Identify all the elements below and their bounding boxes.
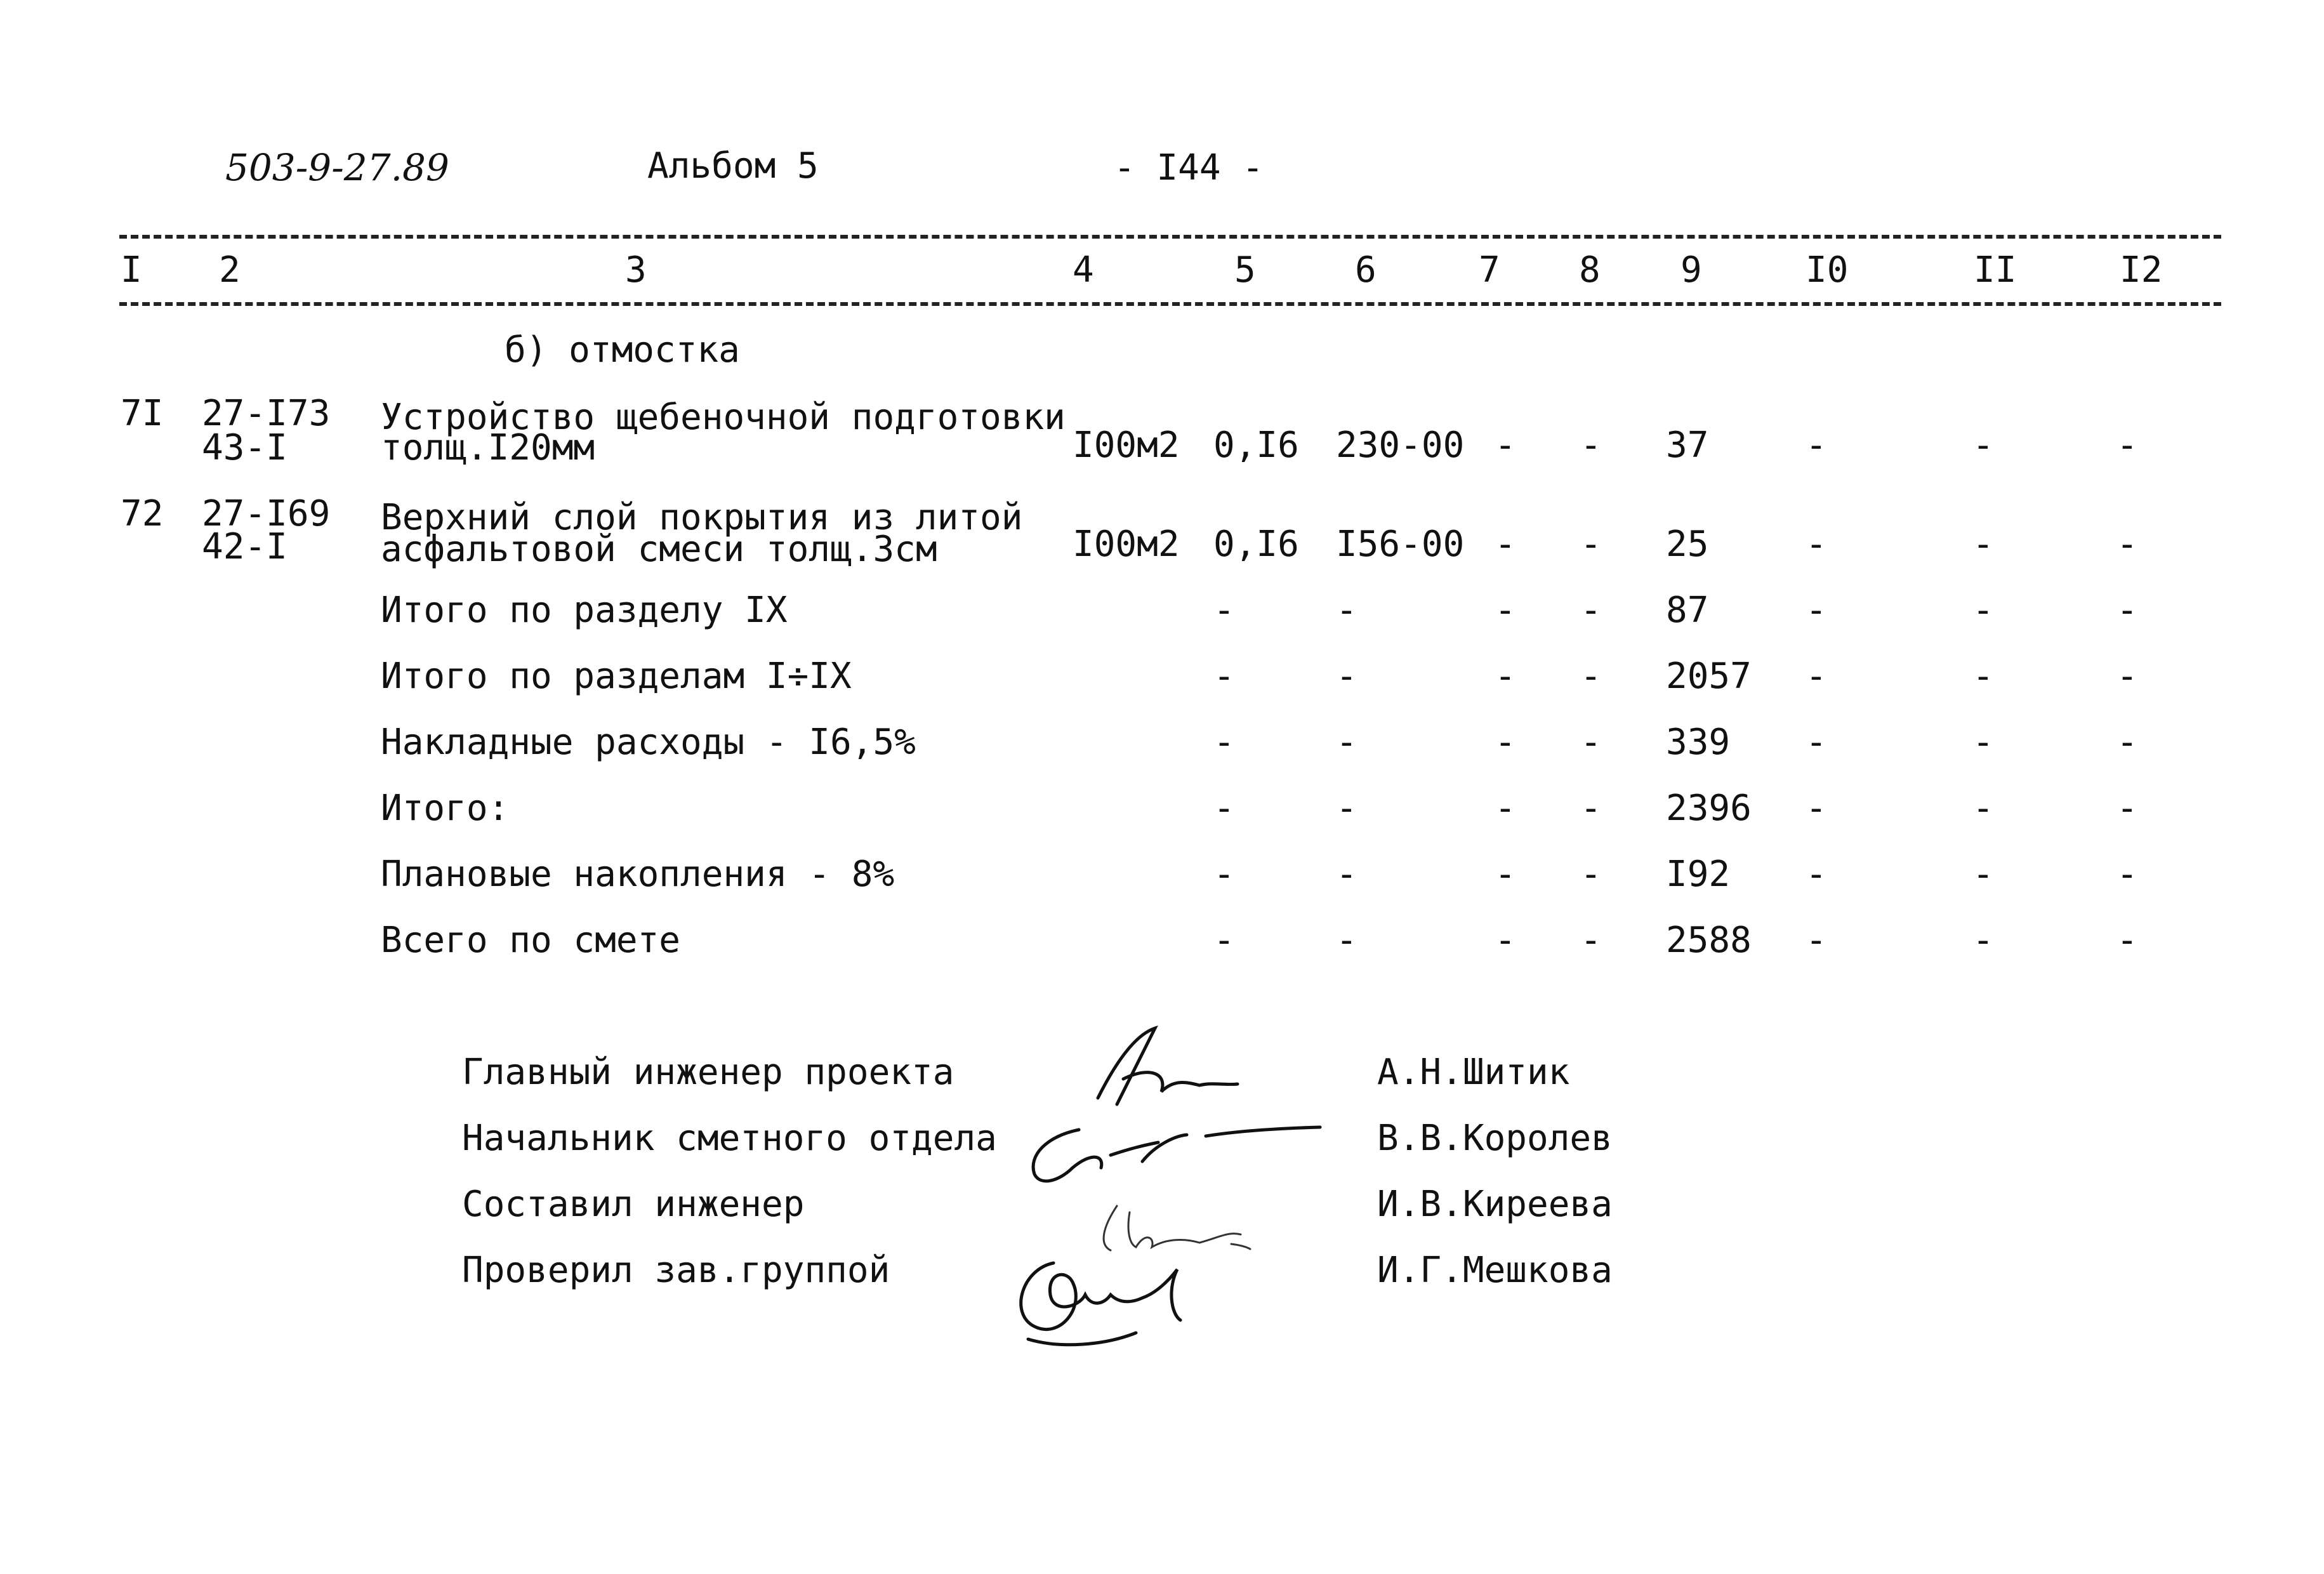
cell-col7: - bbox=[1495, 590, 1516, 631]
cell-col6: - bbox=[1336, 656, 1357, 697]
cell-col12: - bbox=[2116, 425, 2138, 466]
cell-col7: - bbox=[1495, 425, 1516, 466]
cell-col11: - bbox=[1972, 656, 1994, 697]
cell-col8: - bbox=[1580, 524, 1602, 565]
column-header-11: II bbox=[1974, 249, 2017, 291]
total-value: 2396 bbox=[1666, 788, 1752, 829]
signatory-role: Начальник сметного отдела bbox=[462, 1118, 997, 1159]
cell-col5: - bbox=[1213, 590, 1235, 631]
column-header-8: 8 bbox=[1579, 249, 1601, 291]
cell-col5: - bbox=[1213, 656, 1235, 697]
cell-col12: - bbox=[2116, 524, 2138, 565]
cell-col10: - bbox=[1806, 854, 1827, 895]
signatory-name: А.Н.Шитик bbox=[1377, 1052, 1570, 1093]
cell-col10: - bbox=[1806, 656, 1827, 697]
cell-col12: - bbox=[2116, 920, 2138, 961]
total-value: 2057 bbox=[1666, 656, 1752, 697]
column-header-10: I0 bbox=[1806, 249, 1849, 291]
cell-col6: - bbox=[1336, 854, 1357, 895]
signatory-name: И.Г.Мешкова bbox=[1377, 1250, 1613, 1291]
signatory-name: В.В.Королев bbox=[1377, 1118, 1613, 1159]
cell-col6: - bbox=[1336, 788, 1357, 829]
cell-col10: - bbox=[1806, 590, 1827, 631]
cost-value: 37 bbox=[1666, 425, 1709, 466]
cell-col5: - bbox=[1213, 788, 1235, 829]
total-label: Всего по смете bbox=[381, 920, 681, 961]
cell-col7: - bbox=[1495, 524, 1516, 565]
cell-col7: - bbox=[1495, 854, 1516, 895]
signatory-role: Главный инженер проекта bbox=[462, 1052, 954, 1093]
section-title: б) отмостка bbox=[505, 329, 740, 371]
cell-col11: - bbox=[1972, 854, 1994, 895]
work-name-cont: толщ.I20мм bbox=[381, 427, 595, 468]
rate-code: 27-I73 bbox=[202, 393, 331, 434]
column-header-5: 5 bbox=[1234, 249, 1256, 291]
cell-col6: - bbox=[1336, 590, 1357, 631]
cell-col5: - bbox=[1213, 722, 1235, 763]
header-top-rule bbox=[119, 235, 2221, 239]
cell-col12: - bbox=[2116, 854, 2138, 895]
cell-col8: - bbox=[1580, 920, 1602, 961]
cell-col6: - bbox=[1336, 920, 1357, 961]
rate-code-sub: 43-I bbox=[202, 427, 287, 468]
cell-col7: - bbox=[1495, 920, 1516, 961]
signatory-role: Проверил зав.группой bbox=[462, 1250, 890, 1291]
cell-col10: - bbox=[1806, 722, 1827, 763]
cell-col8: - bbox=[1580, 788, 1602, 829]
signature-scribble-4 bbox=[1009, 1244, 1206, 1352]
cell-col10: - bbox=[1806, 524, 1827, 565]
total-value: 2588 bbox=[1666, 920, 1752, 961]
total-label: Итого: bbox=[381, 788, 510, 829]
cell-col8: - bbox=[1580, 590, 1602, 631]
cell-col5: - bbox=[1213, 854, 1235, 895]
work-name-cont: асфальтовой смеси толщ.3см bbox=[381, 529, 937, 570]
row-number: 72 bbox=[121, 493, 164, 534]
total-label: Плановые накопления - 8% bbox=[381, 854, 895, 895]
work-name: Устройство щебеночной подготовки bbox=[381, 397, 1066, 438]
page-number: - I44 - bbox=[1114, 147, 1264, 188]
cell-col5: - bbox=[1213, 920, 1235, 961]
cell-col11: - bbox=[1972, 722, 1994, 763]
cell-col11: - bbox=[1972, 590, 1994, 631]
signatory-name: И.В.Киреева bbox=[1377, 1184, 1613, 1225]
rate-code-sub: 42-I bbox=[202, 526, 287, 567]
cell-col10: - bbox=[1806, 920, 1827, 961]
cell-col12: - bbox=[2116, 656, 2138, 697]
cell-col12: - bbox=[2116, 590, 2138, 631]
rate-code: 27-I69 bbox=[202, 493, 331, 534]
unit-price: 230-00 bbox=[1336, 425, 1465, 466]
cell-col8: - bbox=[1580, 425, 1602, 466]
quantity: 0,I6 bbox=[1213, 425, 1299, 466]
cell-col7: - bbox=[1495, 722, 1516, 763]
unit-price: I56-00 bbox=[1336, 524, 1465, 565]
cell-col11: - bbox=[1972, 788, 1994, 829]
cell-col6: - bbox=[1336, 722, 1357, 763]
cell-col8: - bbox=[1580, 854, 1602, 895]
cell-col10: - bbox=[1806, 425, 1827, 466]
total-value: 339 bbox=[1666, 722, 1731, 763]
column-header-2: 2 bbox=[219, 249, 241, 291]
column-header-7: 7 bbox=[1479, 249, 1500, 291]
cell-col8: - bbox=[1580, 722, 1602, 763]
quantity: 0,I6 bbox=[1213, 524, 1299, 565]
cell-col12: - bbox=[2116, 722, 2138, 763]
column-header-12: I2 bbox=[2120, 249, 2163, 291]
column-header-6: 6 bbox=[1355, 249, 1377, 291]
signatory-role: Составил инженер bbox=[462, 1184, 805, 1225]
album-label: Альбом 5 bbox=[647, 145, 819, 187]
row-number: 7I bbox=[121, 393, 164, 434]
total-label: Итого по разделам I÷IX bbox=[381, 656, 852, 697]
column-header-3: 3 bbox=[625, 249, 647, 291]
cell-col12: - bbox=[2116, 788, 2138, 829]
document-code: 503-9-27.89 bbox=[225, 146, 449, 189]
total-value: I92 bbox=[1666, 854, 1731, 895]
total-label: Итого по разделу IX bbox=[381, 590, 788, 631]
signature-scribble-1 bbox=[1079, 1022, 1257, 1117]
cell-col7: - bbox=[1495, 788, 1516, 829]
cell-col11: - bbox=[1972, 425, 1994, 466]
column-header-4: 4 bbox=[1073, 249, 1094, 291]
total-value: 87 bbox=[1666, 590, 1709, 631]
total-label: Накладные расходы - I6,5% bbox=[381, 722, 916, 763]
cell-col8: - bbox=[1580, 656, 1602, 697]
work-name: Верхний слой покрытия из литой bbox=[381, 497, 1023, 538]
cell-col10: - bbox=[1806, 788, 1827, 829]
column-header-9: 9 bbox=[1680, 249, 1702, 291]
cost-value: 25 bbox=[1666, 524, 1709, 565]
cell-col11: - bbox=[1972, 920, 1994, 961]
header-bottom-rule bbox=[119, 302, 2221, 306]
signature-scribble-2 bbox=[1022, 1117, 1326, 1200]
column-header-1: I bbox=[121, 249, 142, 291]
cell-col11: - bbox=[1972, 524, 1994, 565]
cell-col7: - bbox=[1495, 656, 1516, 697]
unit: I00м2 bbox=[1073, 524, 1180, 565]
unit: I00м2 bbox=[1073, 425, 1180, 466]
